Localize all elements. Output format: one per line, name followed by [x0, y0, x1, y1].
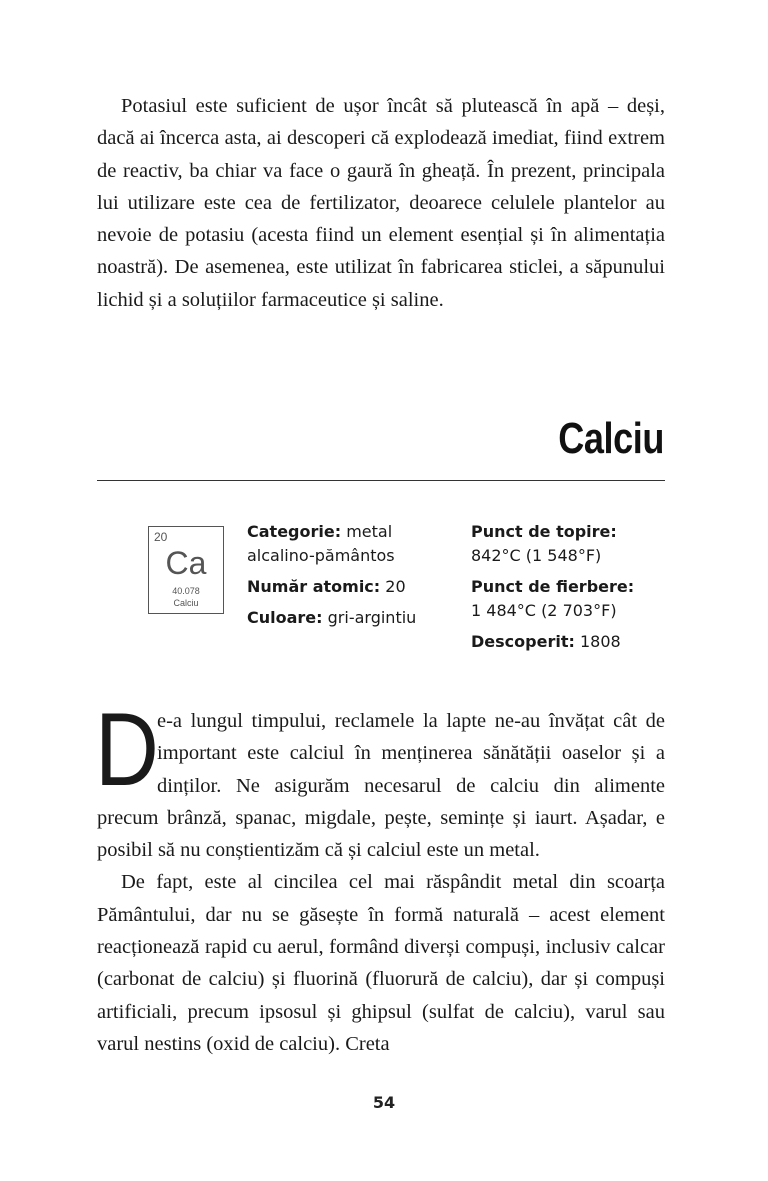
fact-melting-point: [471, 520, 681, 568]
body-paragraph-1-text: e-a lungul timpului, reclamele la lapte ne-au învățat cât de important este calciul în menținerea sănătății oaselor și a dinților. Ne asigurăm necesarul de calciu din alimente precum brânză, spanac, migdale, pește, semințe și iaurt. Așadar, e posibil să nu conștientizăm că și calciul este un metal.: [97, 710, 665, 862]
section-divider: [97, 480, 665, 481]
fact-color: [247, 606, 447, 630]
body-paragraph-1: [95, 692, 665, 866]
fact-discovered-value: 1808: [579, 632, 621, 651]
element-name: Calciu: [173, 598, 199, 608]
fact-category-value: metal alcalino-pământos: [247, 522, 395, 565]
facts-column-left: [247, 520, 447, 637]
element-mass: 40.078: [172, 586, 200, 596]
fact-discovered-label: Descoperit:: [471, 632, 575, 651]
fact-color-label: Culoare:: [247, 608, 323, 627]
drop-cap: D: [95, 692, 159, 808]
fact-category: [247, 520, 447, 568]
intro-paragraph: Potasiul este suficient de ușor încât să plutească în apă – deși, dacă ai încerca asta, ai descoperi că explodează imediat, fiind extrem de reactiv, ba chiar va face o gaură în gheață. În prezent, principala lui utilizare este cea de fertilizator, deoarece celulele plantelor au nevoie de potasiu (acesta fiind un element esențial și în alimentația noastră). De asemenea, este utilizat în fabricarea sticlei, a săpunului lichid și a soluțiilor farmaceutice și saline.: [97, 95, 665, 311]
intro-text: [97, 90, 665, 316]
body-text: [95, 692, 665, 1060]
fact-melting-label: Punct de topire:: [471, 522, 617, 541]
fact-atomic-number-label: Număr atomic:: [247, 577, 381, 596]
fact-melting-value: 842°C (1 548°F): [471, 546, 602, 565]
element-symbol: Ca: [165, 545, 207, 581]
facts-column-right: [471, 520, 681, 661]
section-title: Calciu: [558, 414, 664, 463]
fact-category-label: Categorie:: [247, 522, 342, 541]
fact-atomic-number: [247, 575, 447, 599]
body-paragraph-2: De fapt, este al cincilea cel mai răspândit metal din scoarța Pământului, dar nu se găsește în formă naturală – acest element reacționează rapid cu aerul, formând diverși compuși, inclusiv calcar (carbonat de calciu) și fluorină (fluorură de calciu), dar și compuși artificiali, precum ipsosul și ghipsul (sulfat de calciu), varul sau varul nestins (oxid de calciu). Creta: [97, 871, 665, 1055]
fact-atomic-number-value: 20: [385, 577, 406, 596]
page-number: 54: [372, 1093, 396, 1112]
element-tile: [148, 526, 224, 614]
element-atomic-number: 20: [154, 530, 168, 544]
fact-color-value: gri-argintiu: [327, 608, 417, 627]
fact-discovered: [471, 630, 681, 654]
fact-boiling-value: 1 484°C (2 703°F): [471, 601, 617, 620]
fact-boiling-label: Punct de fierbere:: [471, 577, 635, 596]
fact-boiling-point: [471, 575, 681, 623]
